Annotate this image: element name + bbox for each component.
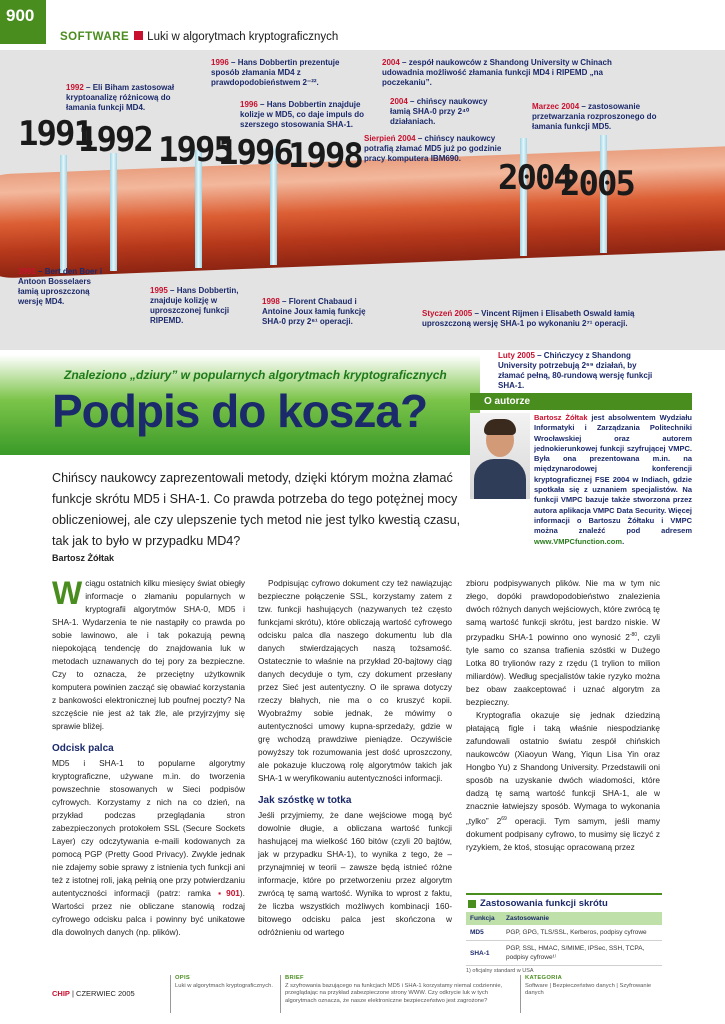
timeline-event: 2004 – chińscy naukowcy łamią SHA-0 przy 2⁴⁰ działaniach. bbox=[390, 97, 488, 126]
section-name: SOFTWARE bbox=[60, 31, 130, 43]
table-header: Zastosowanie bbox=[502, 912, 662, 925]
body-paragraph: zbioru podpisywanych plików. Nie ma w tym nic złego, dopóki prawdopodobieństwo znalezienia dwóch różnych danych wejściowych, które zwrócą tę samą wartość funkcji skrótu, jest bardzo niskie. W przypadku SHA-1 powinno ono wynosić $2^{-80}$, czyli tyle samo co szansa trafienia szóstki w Dużego Lotka 80 trylionów razy z rzędu (1 trylion to milion miliardów). Według specjalistów takie ryzyko można bez obaw zaakceptować i uznać algorytm za bezpieczny. bbox=[466, 578, 660, 707]
body-paragraph: Kryptografia okazuje się jednak dziedziną płatającą figle i taką właśnie niespodziankę zafundowali ostatnio światu zespół chińskich naukowców (Xiaoyun Wang, Yiqun Lisa Yin oraz Hongbo Yu) z Shandong University. Przedstawili oni sposób na uzyskanie dwóch wiadomości, które dadzą tę samą wartość funkcji SHA-1, ale w znacznie łatwiejszy sposób. Wymaga to wykonania „tylko” $2^{69}$ operacji. Tym samym, jeśli mamy dokument podpisany cyfrowo, to musimy się liczyć z ryzykiem, że ktoś, stosując opracowaną przez bbox=[466, 709, 660, 852]
body-paragraph: Podpisując cyfrowo dokument czy też nawiązując bezpieczne połączenie SSL, korzystamy zatem z tzw. funkcji hashujących (nazywanych też często funkcjami skrótu), które obliczają wartość cyfrowego odcisku palca dla naszego dokumentu lub dla danych stwierdzających naszą tożsamość. Ostatecznie to właśnie na przykład 20-bajtowy ciąg danych decyduje o tym, czy dokument przesłany przez Sieć jest autentyczny. O ile sprawa dotyczy rzeczy błahych, nie ma o co kruszyć kopii. Wyobraźmy sobie jednak, że mówimy o autentyczności umowy kupna-sprzedaży, gdzie w grę wchodzą prawdziwe pieniądze. Oczywiście powyższy tok rozumowania jest dość uproszczony, ale pokazuje kluczową rolę algorytmów takich jak SHA-1 w weryfikowaniu autentyczności informacji. bbox=[258, 578, 452, 783]
timeline-event: 1996 – Hans Dobbertin znajduje kolizje w MD5, co daje impuls do szerszego stosowania SHA-1. bbox=[240, 100, 365, 129]
timeline-banner bbox=[0, 50, 725, 350]
hash-usage-table-box bbox=[466, 893, 662, 974]
timeline-event: 1992 – Eli Biham zastosował kryptoanalizę różnicową do łamania funkcji MD4. bbox=[66, 83, 175, 112]
drop-cap: W bbox=[52, 575, 83, 611]
article-author: Bartosz Żółtak bbox=[52, 553, 115, 563]
subheading: Odcisk palca bbox=[52, 743, 114, 754]
year-label: 2005 bbox=[560, 164, 634, 204]
table-row: SHA-1 PGP, SSL, HMAC, S/MIME, IPSec, SSH, TCPA, podpisy cyfrowe¹⁾ bbox=[466, 941, 662, 966]
timeline-event: Sierpień 2004 – chińscy naukowcy potrafią złamać MD5 już po godzinie pracy komputera IBM690. bbox=[364, 134, 502, 163]
article-column-2 bbox=[258, 577, 452, 939]
article-column-3 bbox=[466, 577, 660, 854]
article-column-1 bbox=[52, 577, 245, 939]
section-header bbox=[60, 31, 338, 43]
about-author-box bbox=[470, 393, 692, 573]
about-author-heading: O autorze bbox=[470, 393, 692, 410]
publication-info: CHIP | CZERWIEC 2005 bbox=[52, 989, 135, 998]
about-author-text: Bartosz Żółtak jest absolwentem Wydziału Informatyki i Zarządzania Politechniki Wrocławskiej oraz autorem jednokierunkowej funkcji szyfrującej VMPC. Była ona prezentowana m.in. na międzynarodowej konferencji kryptograficznej FSE 2004 w Indiach, gdzie spotkała się z uznaniem specjalistów. Na funkcji VMPC bazuje także stworzona przez autora aplikacja VMPC Data Security. Więcej informacji o Bartoszu Żółtaku i VMPC można znaleźć pod adresem www.VMPCfunction.com. bbox=[534, 413, 692, 546]
year-label: 2004 bbox=[498, 158, 572, 198]
timeline-event: 1991 – Bert den Boer i Antoon Bosselaers łamią uproszczoną wersję MD4. bbox=[18, 267, 103, 306]
author-website-link[interactable]: www.VMPCfunction.com bbox=[534, 536, 623, 546]
page-reference: ▪901 bbox=[218, 888, 240, 898]
timeline-event: Luty 2005 – Chińczycy z Shandong University potrzebują 2⁶⁹ działań, by złamać pełną, 80-rundową wersję funkcji SHA-1. bbox=[498, 351, 653, 390]
hash-usage-table bbox=[466, 912, 662, 966]
article-title: Podpis do kosza? bbox=[52, 385, 428, 437]
year-label: 1992 bbox=[78, 120, 152, 160]
footer-brief: BRIEF Z szyfrowania bazującego na funkcjach MD5 i SHA-1 korzystamy niemal codziennie, przeglądając na przykład zabezpieczone strony WWW. Czy odkrycie luk w tych algorytmach oznacza, że nasze elektroniczne bezpieczeństwo jest zagrożone? bbox=[280, 975, 518, 1013]
page-number: 900 bbox=[0, 0, 46, 44]
timeline-event: 1995 – Hans Dobbertin, znajduje kolizję w uproszczonej funkcji RIPEMD. bbox=[150, 286, 239, 325]
table-row: MD5 PGP, GPG, TLS/SSL, Kerberos, podpisy cyfrowe bbox=[466, 925, 662, 941]
article-kicker: Znaleziono „dziury” w popularnych algorytmach kryptograficznych bbox=[64, 368, 447, 382]
timeline-event: 2004 – zespół naukowców z Shandong University w Chinach udowadnia możliwość złamania funkcji MD4 i RIPEMD „na poczekaniu”. bbox=[382, 58, 612, 87]
footer-category: KATEGORIA Software | Bezpieczeństwo danych | Szyfrowanie danych bbox=[520, 975, 660, 1013]
year-label: 1991 bbox=[18, 114, 92, 154]
section-topic: Luki w algorytmach kryptograficznych bbox=[147, 31, 339, 43]
article-lead: Chińscy naukowcy zaprezentowali metody, dzięki którym można złamać funkcje skrótu MD5 i SHA-1. Co prawda potrzeba do tego potężnej mocy obliczeniowej, ale czy ulepszenie tych metod nie jest tylko kwestią czasu, tak jak to było w przypadku MD4? bbox=[52, 471, 461, 548]
square-icon bbox=[134, 31, 143, 40]
body-paragraph: MD5 i SHA-1 to popularne algorytmy kryptograficzne, używane m.in. do tworzenia powszechnie stosowanych w Sieci podpisów cyfrowych. Korzystamy z nich na co dzień, na przykład podczas przeglądania stron zabezpieczonych protokołem SSL (Secure Sockets Layer) czy odczytywania e-maili kodowanych za pomocą PGP (Pretty Good Privacy). Zwykle jednak nie zdajemy sobie sprawy z istnienia tych funkcji ani też z istotnej roli, jaką pełnią one przy potwierdzaniu autentyczności informacji (patrz: ramka ▪901). Wartości przez nie obliczane stanowią rodzaj cyfrowego odcisku palca i powinny być unikatowe dla dowolnych danych (np. plików). bbox=[52, 758, 245, 937]
table-footnote: 1) oficjalny standard w USA bbox=[466, 968, 534, 974]
footer-opis: OPIS Luki w algorytmach kryptograficznych. bbox=[170, 975, 274, 1013]
year-label: 1995 bbox=[158, 130, 232, 170]
timeline-event: Marzec 2004 – zastosowanie przetwarzania rozproszonego do łamania funkcji MD5. bbox=[532, 102, 657, 131]
timeline-event: 1998 – Florent Chabaud i Antoine Joux łamią funkcję SHA-0 przy 2⁶¹ operacji. bbox=[262, 297, 366, 326]
year-label: 1996 bbox=[218, 133, 292, 173]
table-header: Funkcja bbox=[466, 912, 502, 925]
pipe-band bbox=[110, 153, 117, 271]
body-paragraph: Jeśli przyjmiemy, że dane wejściowe mogą być dowolnie długie, a obliczana wartość funkcji hashującej ma wielkość 160 bitów (czyli 20 bajtów, jak w przypadku SHA-1), to wynika z tego, że – przynajmniej w teorii – zawsze będą istnieć różne informacje, które po przetworzeniu przez algorytm zwrócą tę samą wartość. Wynika to wprost z faktu, że liczba wszystkich możliwych kombinacji 160-bitowego odcisku palca jest skończona w odróżnieniu od wartego bbox=[258, 810, 452, 937]
body-paragraph: Wciągu ostatnich kilku miesięcy świat obiegły informacje o złamaniu popularnych w kryptografii algorytmów SHA-0, MD5 i SHA-1. Wydarzenia te nie nastąpiły co prawda po sobie lawinowo, ale i tak pokazują pewną niepokojącą tendencję do znajdowania luk w metodach uznawanych do tej pory za bezpieczne. Czy to oznacza, że przeciętny użytkownik komputera powinien zacząć się obawiać korzystania z bankowości elektronicznej lub poufnej poczty? Na szczęście nie jest aż tak źle, ale przyjrzyjmy się sprawie bliżej. bbox=[52, 575, 245, 731]
pipe-band bbox=[60, 155, 67, 273]
timeline-event: Styczeń 2005 – Vincent Rijmen i Elisabeth Oswald łamią uproszczoną wersję SHA-1 po wykonaniu 2⁷¹ operacji. bbox=[422, 309, 635, 328]
subheading: Jak szóstkę w totka bbox=[258, 795, 352, 806]
year-label: 1998 bbox=[288, 136, 362, 176]
table-title: Zastosowania funkcji skrótu bbox=[466, 893, 662, 912]
timeline-event: 1996 – Hans Dobbertin prezentuje sposób złamania MD4 z prawdopodobieństwem 2⁻²². bbox=[211, 58, 340, 87]
page-footer bbox=[0, 973, 725, 1024]
